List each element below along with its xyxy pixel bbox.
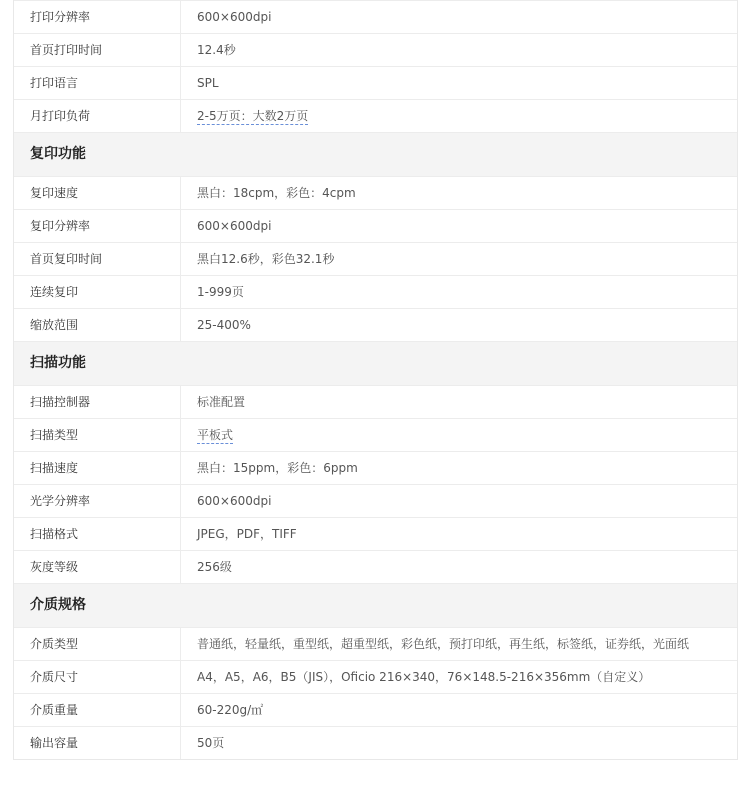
spec-value: 普通纸，轻量纸，重型纸，超重型纸，彩色纸，预打印纸，再生纸，标签纸，证券纸，光面纸	[197, 637, 690, 651]
spec-label: 连续复印	[14, 276, 181, 308]
spec-value: JPEG，PDF，TIFF	[197, 527, 297, 541]
spec-value: SPL	[197, 76, 219, 90]
spec-row-grayscale	[14, 550, 737, 583]
spec-label: 月打印负荷	[14, 100, 181, 132]
spec-label: 输出容量	[14, 727, 181, 759]
spec-value: 600×600dpi	[197, 494, 272, 508]
spec-label: 复印分辨率	[14, 210, 181, 242]
section-header-copy: 复印功能	[14, 132, 737, 176]
spec-label: 扫描控制器	[14, 386, 181, 418]
spec-value-link[interactable]: 2-5万页：大数2万页	[197, 109, 309, 123]
spec-value: 黑白：18cpm，彩色：4cpm	[197, 186, 356, 200]
spec-row-monthly-duty	[14, 99, 737, 132]
spec-label: 缩放范围	[14, 309, 181, 341]
spec-value: 600×600dpi	[197, 219, 272, 233]
spec-label: 介质类型	[14, 628, 181, 660]
spec-value: 256级	[197, 560, 232, 574]
spec-row-scan-type	[14, 418, 737, 451]
spec-row-zoom-range	[14, 308, 737, 341]
spec-label: 扫描类型	[14, 419, 181, 451]
spec-row-scan-controller	[14, 385, 737, 418]
spec-label: 首页复印时间	[14, 243, 181, 275]
spec-value: 黑白：15ppm，彩色：6ppm	[197, 461, 358, 475]
spec-row-first-copy-time	[14, 242, 737, 275]
spec-row-print-resolution	[14, 0, 737, 33]
spec-label: 打印语言	[14, 67, 181, 99]
spec-value: 12.4秒	[197, 43, 236, 57]
spec-value: 标准配置	[197, 395, 246, 409]
spec-value: 60-220g/㎡	[197, 703, 264, 717]
spec-row-first-print-time	[14, 33, 737, 66]
spec-value	[181, 419, 737, 451]
spec-label: 介质重量	[14, 694, 181, 726]
spec-label: 灰度等级	[14, 551, 181, 583]
spec-row-copy-speed	[14, 176, 737, 209]
spec-row-scan-format	[14, 517, 737, 550]
spec-row-continuous-copy	[14, 275, 737, 308]
spec-value: 50页	[197, 736, 225, 750]
spec-label: 介质尺寸	[14, 661, 181, 693]
spec-value: 600×600dpi	[197, 10, 272, 24]
section-header-scan: 扫描功能	[14, 341, 737, 385]
spec-row-media-weight	[14, 693, 737, 726]
spec-label: 首页打印时间	[14, 34, 181, 66]
spec-value: 25-400%	[197, 318, 251, 332]
spec-row-output-capacity	[14, 726, 737, 759]
spec-row-scan-speed	[14, 451, 737, 484]
spec-table	[13, 0, 738, 760]
spec-value	[181, 100, 737, 132]
spec-label: 扫描速度	[14, 452, 181, 484]
spec-row-media-type	[14, 627, 737, 660]
spec-value: 黑白12.6秒，彩色32.1秒	[197, 252, 335, 266]
spec-value-link[interactable]: 平板式	[197, 428, 234, 442]
spec-row-print-language	[14, 66, 737, 99]
section-header-media: 介质规格	[14, 583, 737, 627]
spec-row-media-size	[14, 660, 737, 693]
spec-row-optical-resolution	[14, 484, 737, 517]
spec-value: 1-999页	[197, 285, 244, 299]
spec-row-copy-resolution	[14, 209, 737, 242]
spec-label: 扫描格式	[14, 518, 181, 550]
spec-label: 复印速度	[14, 177, 181, 209]
spec-label: 打印分辨率	[14, 1, 181, 33]
spec-value: A4，A5，A6，B5（JIS），Oficio 216×340，76×148.5-216×356mm（自定义）	[197, 670, 651, 684]
spec-label: 光学分辨率	[14, 485, 181, 517]
